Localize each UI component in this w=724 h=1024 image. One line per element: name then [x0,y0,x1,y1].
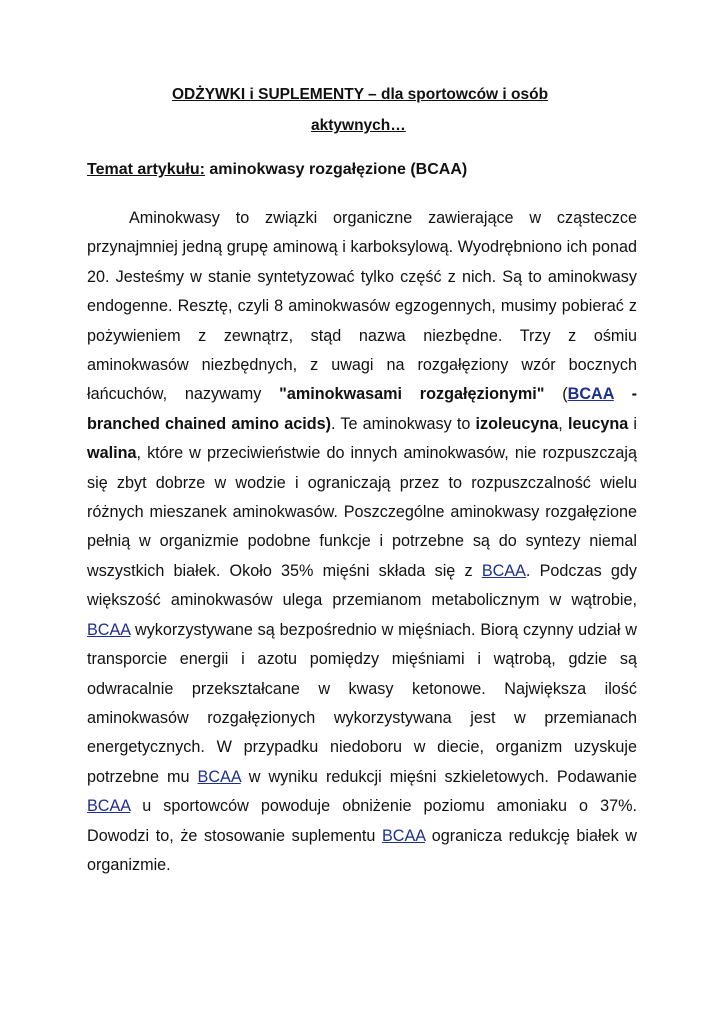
bold-term: - branched chained amino acids) [87,385,637,433]
text-run: i [628,414,638,433]
topic-value: aminokwasy rozgałęzione (BCAA) [204,161,468,178]
text-run: ( [544,385,568,404]
title-line-1: ODŻYWKI i SUPLEMENTY – dla sportowców i osób [172,86,549,103]
bcaa-link[interactable]: BCAA [87,797,131,816]
bold-term: izoleucyna [475,414,559,433]
topic-label: Temat artykułu: [87,161,205,178]
bcaa-link[interactable]: BCAA [87,620,131,639]
title-line-2: aktywnych… [311,117,406,134]
bcaa-link[interactable]: BCAA [481,561,526,580]
bcaa-link[interactable]: BCAA [197,767,241,786]
bcaa-link[interactable]: BCAA [381,826,426,845]
text-run: . Podczas gdy większość aminokwasów ulega przemianom metabolicznym w wątrobie, [87,561,637,610]
article-paragraph [87,204,637,880]
text-run: . Te aminokwasy to [330,414,476,433]
text-run: u sportowców powoduje obniżenie poziomu amoniaku o 37%. Dowodzi to, że stosowanie suplementu [87,797,637,845]
text-run: w wyniku redukcji mięśni szkieletowych. Podawanie [240,767,638,786]
bold-term: leucyna [567,414,629,433]
text-run: ogranicza redukcję białek w organizmie. [87,826,637,874]
text-run: , które w przeciwieństwie do innych aminokwasów, nie rozpuszczają się zbyt dobrze w wodzie i ograniczają przez to rozpuszczalność wielu różnych mieszanek aminokwasów. Poszczególne aminokwasy rozgałęzione pełnią w organizmie podobne funkcje i potrzebne są do syntezy niemal wszystkich białek. Około 35% mięśni składa się z [87,444,637,580]
bcaa-link[interactable]: BCAA [567,385,614,404]
text-run: Aminokwasy to związki organiczne zawierające w cząsteczce przynajmniej jedną grupę aminową i karboksylową. Wyodrębniono ich ponad 20. Jesteśmy w stanie syntetyzować tylko część z nich. Są to aminokwasy endogenne. Resztę, czyli 8 aminokwasów egzogennych, musimy pobierać z pożywieniem z zewnątrz, stąd nazwa niezbędne. Trzy z ośmiu aminokwasów niezbędnych, z uwagi na rozgałęziony wzór bocznych łańcuchów, nazywamy [87,209,637,404]
bold-term: walina [87,444,137,463]
text-run: , [558,414,568,433]
bold-term: "aminokwasami rozgałęzionymi" [279,385,545,404]
article-topic [87,161,467,179]
text-run: wykorzystywane są bezpośrednio w mięśniach. Biorą czynny udział w transporcie energii i azotu pomiędzy mięśniami i wątrobą, gdzie są odwracalnie przekształcane w kwasy ketonowe. Największa ilość aminokwasów rozgałęzionych wykorzystywana jest w przemianach energetycznych. W przypadku niedoboru w diecie, organizm uzyskuje potrzebne mu [87,620,637,786]
